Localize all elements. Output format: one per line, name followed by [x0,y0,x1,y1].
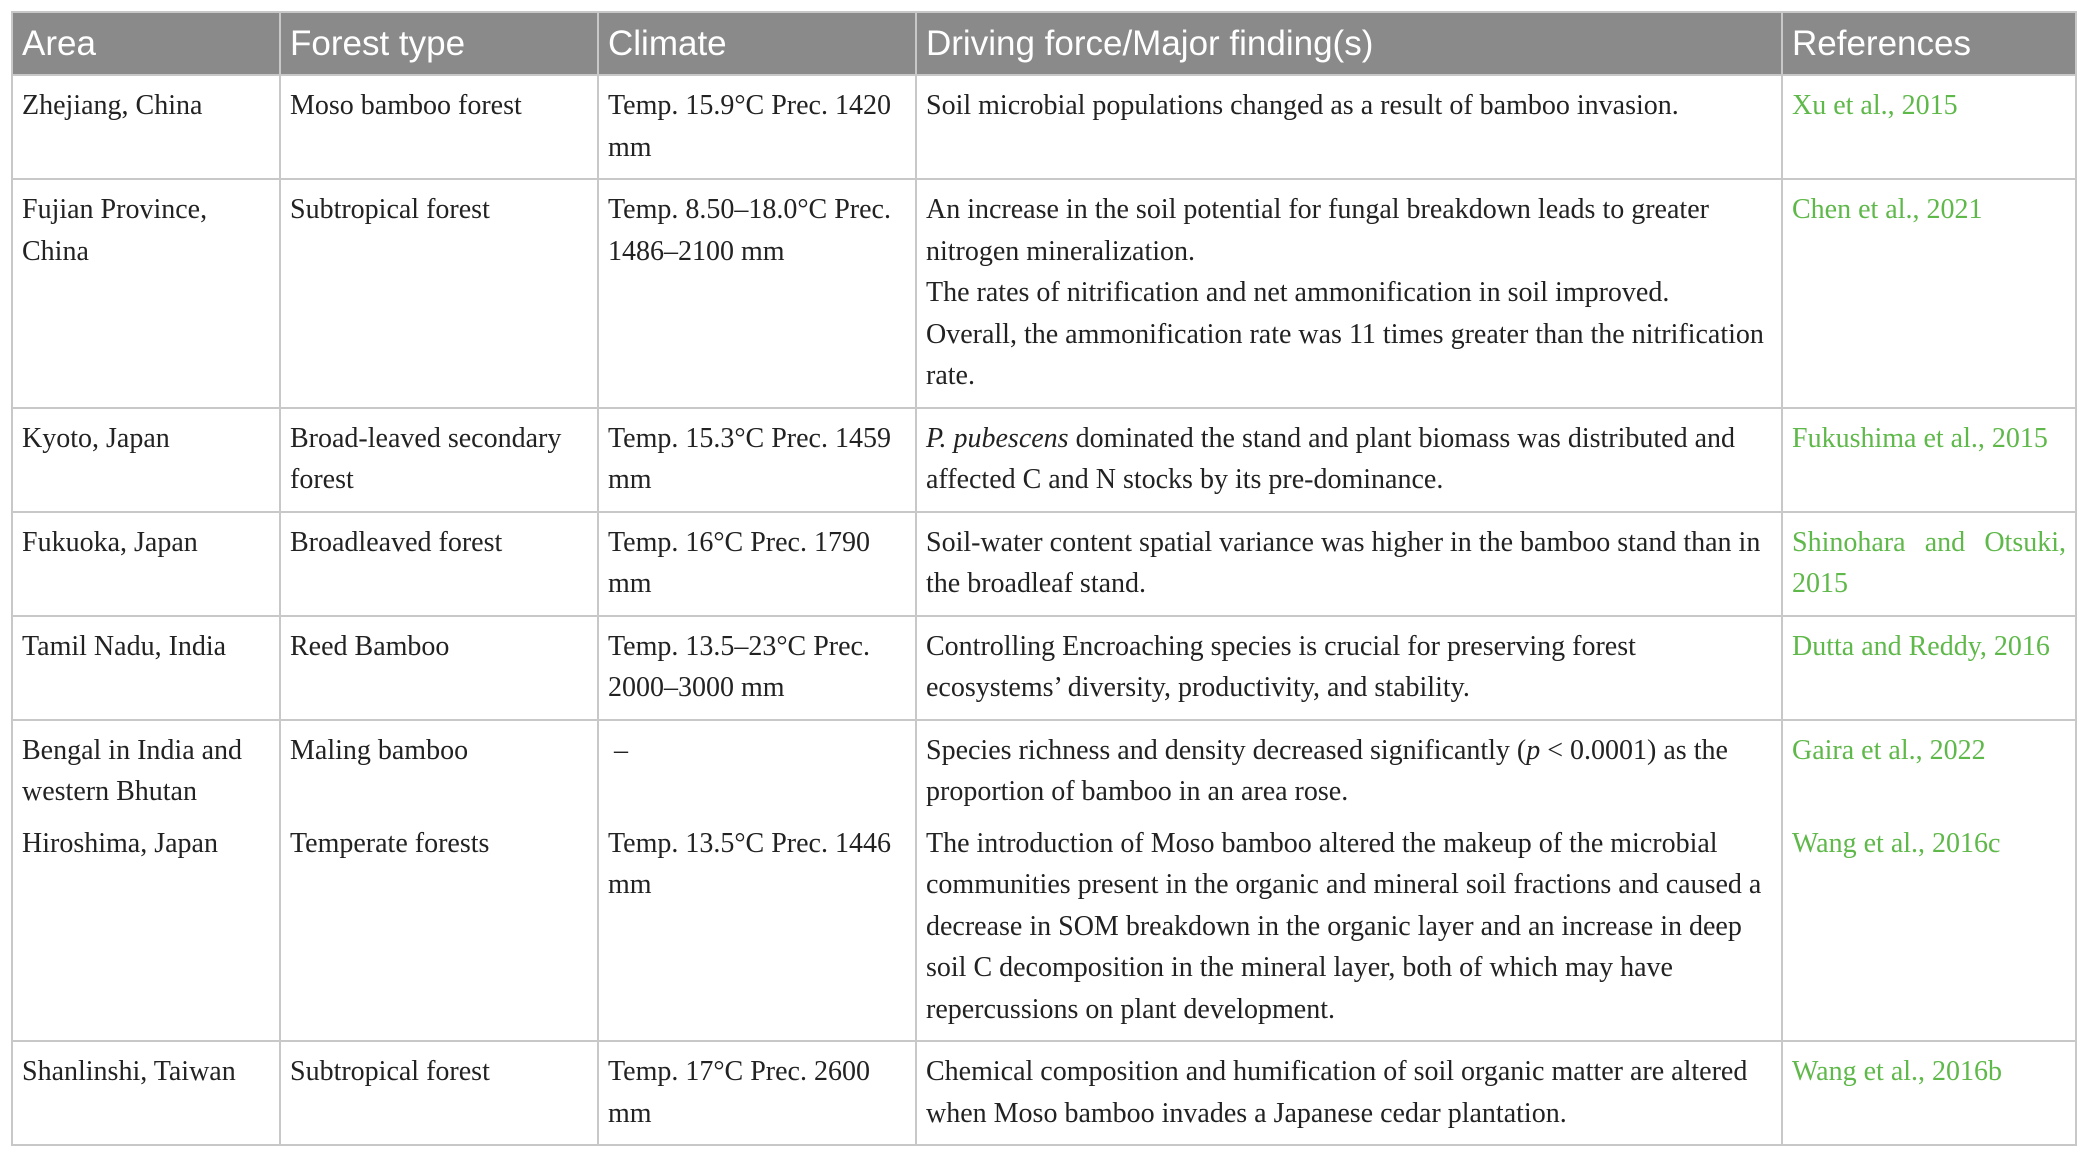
cell-area: Fukuoka, Japan [12,512,280,616]
data-table [11,11,2077,1146]
table-row [12,823,2076,1042]
cell-finding: Chemical composition and humification of soil organic matter are altered when Moso bamboo invades a Japanese cedar plantation. [916,1041,1782,1145]
finding-line: An increase in the soil potential for fungal breakdown leads to greater nitrogen mineralization. [926,194,1709,267]
cell-reference-link[interactable]: Dutta and Reddy, 2016 [1782,616,2076,720]
cell-area: Shanlinshi, Taiwan [12,1041,280,1145]
cell-forest-type: Reed Bamboo [280,616,598,720]
cell-area: Kyoto, Japan [12,408,280,512]
header-references: References [1782,12,2076,75]
table-row [12,512,2076,616]
p-symbol: p [1526,734,1541,766]
cell-finding [916,179,1782,408]
cell-forest-type: Moso bamboo forest [280,75,598,179]
cell-area: Bengal in India and western Bhutan [12,720,280,823]
cell-area: Fujian Province, China [12,179,280,408]
header-finding: Driving force/Major finding(s) [916,12,1782,75]
header-area: Area [12,12,280,75]
finding-line: The rates of nitrification and net ammonification in soil improved. [926,277,1670,308]
cell-forest-type: Broad-leaved secondary forest [280,408,598,512]
cell-climate [598,720,916,823]
cell-reference-link[interactable]: Fukushima et al., 2015 [1782,408,2076,512]
cell-climate: Temp. 15.3°C Prec. 1459 mm [598,408,916,512]
climate-dash: – [614,734,628,766]
cell-reference-link[interactable]: Chen et al., 2021 [1782,179,2076,408]
cell-reference-link[interactable]: Gaira et al., 2022 [1782,720,2076,823]
finding-text: < 0.0001) as the proportion of bamboo in an area rose. [926,734,1728,807]
finding-line: Overall, the ammonification rate was 11 times greater than the nitrification rate. [926,318,1764,391]
cell-forest-type: Broadleaved forest [280,512,598,616]
cell-finding: Soil microbial populations changed as a result of bamboo invasion. [916,75,1782,179]
cell-climate: Temp. 15.9°C Prec. 1420 mm [598,75,916,179]
cell-climate: Temp. 13.5°C Prec. 1446 mm [598,823,916,1042]
cell-finding: Controlling Encroaching species is crucial for preserving forest ecosystems’ diversity, productivity, and stability. [916,616,1782,720]
finding-text: Species richness and density decreased significantly ( [926,734,1527,766]
cell-finding [916,408,1782,512]
table-row [12,720,2076,823]
cell-climate: Temp. 13.5–23°C Prec. 2000–3000 mm [598,616,916,720]
cell-climate: Temp. 17°C Prec. 2600 mm [598,1041,916,1145]
header-climate: Climate [598,12,916,75]
cell-reference-link[interactable]: Shinohara and Otsuki, 2015 [1782,512,2076,616]
cell-finding: The introduction of Moso bamboo altered the makeup of the microbial communities present in the organic and mineral soil fractions and caused a decrease in SOM breakdown in the organic layer and an increase in deep soil C decomposition in the mineral layer, both of which may have repercussions on plant development. [916,823,1782,1042]
cell-area: Hiroshima, Japan [12,823,280,1042]
cell-climate: Temp. 8.50–18.0°C Prec. 1486–2100 mm [598,179,916,408]
cell-forest-type: Subtropical forest [280,179,598,408]
header-row [12,12,2076,75]
cell-reference-link[interactable]: Xu et al., 2015 [1782,75,2076,179]
table-row [12,616,2076,720]
table-row [12,179,2076,408]
table-row [12,75,2076,179]
cell-forest-type: Temperate forests [280,823,598,1042]
species-name: P. pubescens [926,422,1069,454]
cell-area: Tamil Nadu, India [12,616,280,720]
cell-reference-link[interactable]: Wang et al., 2016b [1782,1041,2076,1145]
cell-forest-type: Maling bamboo [280,720,598,823]
table-row [12,408,2076,512]
finding-text: dominated the stand and plant biomass was distributed and affected C and N stocks by its pre-dominance. [926,422,1736,495]
header-forest-type: Forest type [280,12,598,75]
cell-climate: Temp. 16°C Prec. 1790 mm [598,512,916,616]
cell-finding [916,720,1782,823]
cell-forest-type: Subtropical forest [280,1041,598,1145]
cell-reference-link[interactable]: Wang et al., 2016c [1782,823,2076,1042]
cell-finding: Soil-water content spatial variance was higher in the bamboo stand than in the broadleaf stand. [916,512,1782,616]
cell-area: Zhejiang, China [12,75,280,179]
table-row [12,1041,2076,1145]
